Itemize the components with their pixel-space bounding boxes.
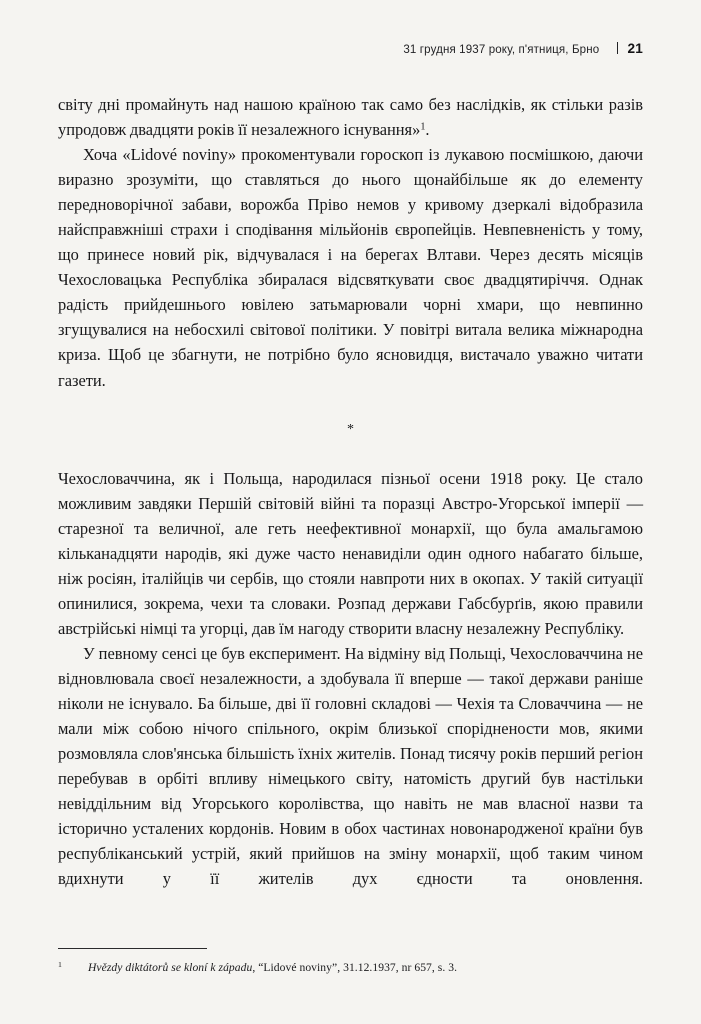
paragraph-text: світу дні промайнуть над нашою країною так само без наслідків, як стільки разів упродовж двадцяти років її незалежного існування»: [58, 95, 643, 140]
divider-space-below: [58, 437, 643, 466]
footnote-rule: [58, 948, 207, 949]
footnote-item: [58, 960, 643, 977]
paragraph: У певному сенсі це був експеримент. На відміну від Польщі, Чехословаччина не відновлювала своєї незалежности, а здобувала її вперше — такої держави раніше ніколи не існувало. Ба більше, дві її головні складові — Чехія та Словаччина — не мали між собою нічого спільного, окрім близької споріднености мов, якими розмовляла слов'янська більшість їхніх жителів. Понад тисячу років перший регіон перебував в орбіті впливу німецького світу, натомість другий був настільки невіддільним від Угорського королівства, що навіть не мав власної назви та історично усталених кордонів. Новим в обох частинах новонародженої країни був республіканський устрій, який прийшов на зміну монархії, щоб таким чином вдихнути у її жителів дух єдности та оновлення.: [58, 643, 643, 889]
page-number: 21: [627, 41, 643, 56]
paragraph: Чехословаччина, як і Польща, народилася пізньої осени 1918 року. Це стало можливим завдяки Першій світовій війні та поразці Австро-Угорської імперії — старезної та величної, але геть неефективної монархії, що була амальгамою кільканадцяти народів, які дуже часто ненавиділи один одного набагато більше, ніж росіян, італійців чи сербів, що стояли навпроти них в окопах. У такій ситуації опинилися, зокрема, чехи та словаки. Розпад держави Габсбурґів, якою правили австрійські німці та угорці, дав їм нагоду створити власну незалежну Республіку.: [58, 468, 643, 638]
footnote-source: , “Lidové noviny”, 31.12.1937, nr 657, s. 3.: [252, 961, 458, 974]
paragraph-tail: .: [425, 120, 430, 140]
running-head-text: 31 грудня 1937 року, п'ятниця, Брно: [403, 42, 600, 56]
footnote-number: 1: [58, 960, 62, 970]
body-text: [58, 92, 643, 891]
paragraph: Хоча «Lidové noviny» прокоментували гороскоп із лукавою посмішкою, даючи виразно зрозуміти, що ставляться до нього щонайбільше як до елементу передноворічної забави, ворожба Пріво немов у кривому дзеркалі відобразила найсправжніші страхи і сподівання мільйонів європейців. Невпевненість у тому, що принесе новий рік, відчувалася і на берегах Влтави. Через десять місяців Чехословацька Республіка збиралася відсвяткувати своє двадцятиріччя. Однак радість прийдешнього ювілею затьмарювали чорні хмари, що невпинно згущувалися на небосхилі світової політики. У повітрі витала велика міжнародна криза. Щоб це збагнути, не потрібно було ясновидця, вистачало уважно читати газети.: [58, 145, 643, 390]
footnote-area: [58, 948, 643, 977]
section-divider-asterisk: *: [347, 421, 354, 437]
footnote-title: Hvězdy diktátorů se kloní k západu: [88, 961, 253, 974]
footnote-reference-1[interactable]: 1: [420, 121, 426, 133]
footnote-text: [88, 960, 643, 976]
paragraph-continuation: [58, 92, 643, 142]
running-head: [396, 41, 643, 56]
divider-space-above: [58, 393, 643, 423]
running-head-separator: [617, 42, 619, 54]
